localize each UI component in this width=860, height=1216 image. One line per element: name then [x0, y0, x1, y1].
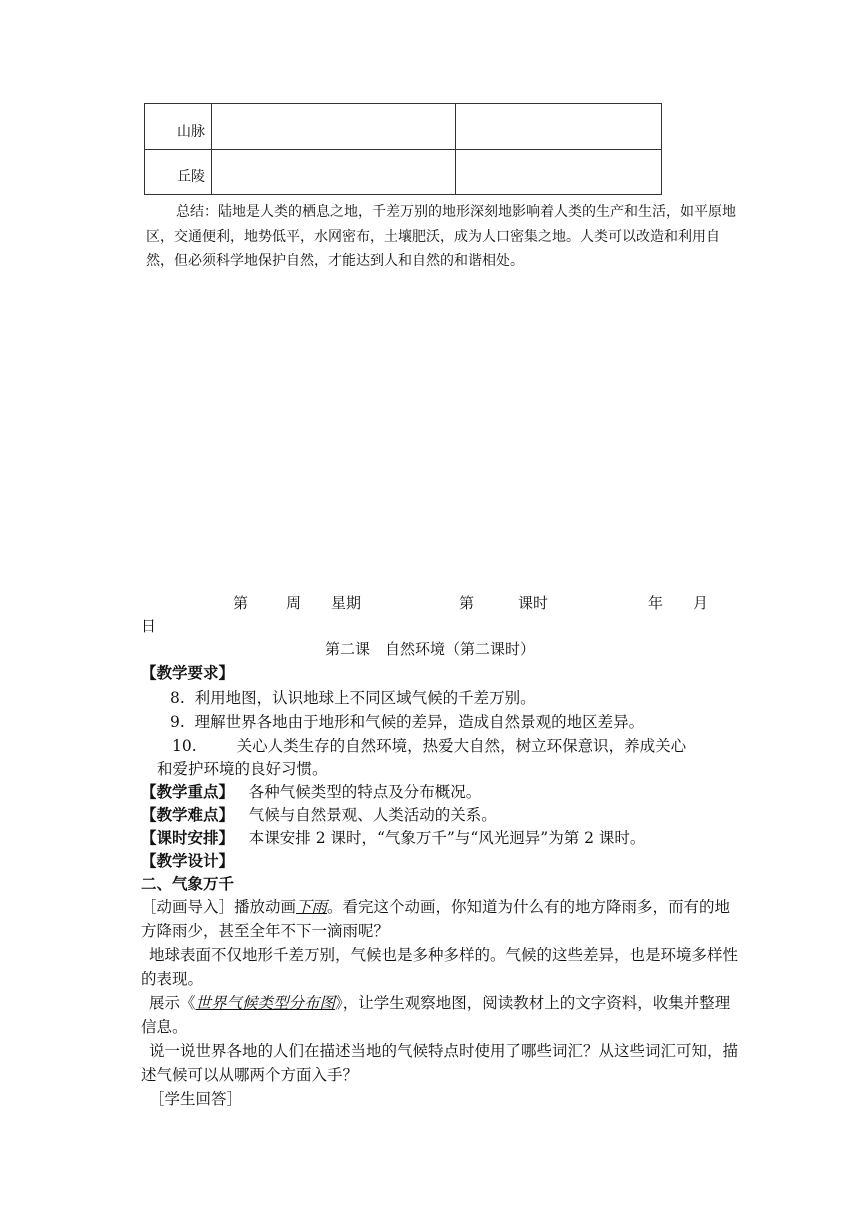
table-cell: [456, 104, 662, 150]
climate-map-link[interactable]: 世界气候类型分布图: [195, 994, 336, 1012]
paragraph-text: ［动画导入］播放动画: [141, 898, 297, 916]
key-points-text: 各种气候类型的特点及分布概况。: [248, 783, 482, 801]
requirement-number: 9.: [170, 713, 185, 731]
schedule-day: 日: [141, 617, 157, 635]
animation-link[interactable]: 下雨: [296, 898, 328, 916]
arrangement: [141, 826, 645, 848]
summary-paragraph: 总结：陆地是人类的栖息之地，千差万别的地形深刻地影响着人类的生产和生活，如平原地区，交通便利，地势低平，水网密布，土壤肥沃，成为人口密集之地。人类可以改造和利用自然，但必须科学地保护自然，才能达到人和自然的和谐相处。: [146, 204, 736, 269]
schedule-weekday: 星期: [331, 594, 362, 612]
paragraph-student-answer: ［学生回答］: [149, 1090, 243, 1108]
requirement-continuation: 和爱护环境的良好习惯。: [157, 760, 328, 778]
lesson-title: 第二课 自然环境（第二课时）: [324, 640, 535, 658]
row-label-hills: 丘陵: [145, 149, 212, 195]
paragraph-text: 。看完这个动画，你知道为什么有的地方降雨多，而有的地方降雨少，甚至全年不下一滴雨呢？: [141, 898, 731, 940]
requirement-item: [170, 710, 644, 732]
requirements-heading: 【教学要求】: [141, 663, 235, 682]
terrain-table: [144, 103, 662, 195]
schedule-di: 第: [459, 594, 475, 612]
paragraph-discussion: 说一说世界各地的人们在描述当地的气候特点时使用了哪些词汇？从这些词汇可知，描述气候可以从哪两个方面入手？: [141, 1042, 739, 1084]
requirement-number: 10.: [172, 737, 197, 755]
arrangement-heading: 【课时安排】: [141, 828, 235, 847]
difficulty-heading: 【教学难点】: [141, 805, 235, 824]
section-title: 二、气象万千: [141, 874, 235, 893]
design-heading: 【教学设计】: [141, 851, 235, 870]
schedule-year: 年: [648, 594, 664, 612]
key-points: [141, 780, 481, 802]
row-label-mountain: 山脉: [145, 104, 212, 150]
key-points-heading: 【教学重点】: [141, 782, 235, 801]
table-cell: [212, 149, 456, 195]
requirement-item: [170, 686, 536, 708]
schedule-month: 月: [693, 594, 709, 612]
paragraph-animation-intro: [141, 895, 741, 943]
paragraph-climate-diversity: 地球表面不仅地形千差万别，气候也是多种多样的。气候的这些差异，也是环境多样性的表现。: [141, 946, 739, 988]
requirement-text: 利用地图，认识地球上不同区域气候的千差万别。: [194, 689, 536, 707]
paragraph-map-display: [141, 991, 741, 1039]
difficulty: [141, 803, 497, 825]
arrangement-text: 本课安排 2 课时，“气象万千”与“风光迥异”为第 2 课时。: [248, 829, 646, 847]
requirement-text: 理解世界各地由于地形和气候的差异，造成自然景观的地区差异。: [194, 713, 645, 731]
requirement-text: 关心人类生存的自然环境，热爱大自然，树立环保意识，养成关心: [236, 737, 687, 755]
table-cell: [456, 149, 662, 195]
table-row: [145, 149, 662, 195]
requirement-number: 8.: [170, 689, 185, 707]
paragraph-text: 》，让学生观察地图，阅读教材上的文字资料，收集并整理信息。: [141, 994, 731, 1036]
schedule-week: 周: [286, 594, 302, 612]
requirement-item: [172, 734, 686, 756]
schedule-period: 课时: [518, 594, 549, 612]
difficulty-text: 气候与自然景观、人类活动的关系。: [248, 806, 497, 824]
table-row: [145, 104, 662, 150]
table-cell: [212, 104, 456, 150]
paragraph-text: 展示《: [149, 994, 196, 1012]
schedule-di: 第: [233, 594, 249, 612]
